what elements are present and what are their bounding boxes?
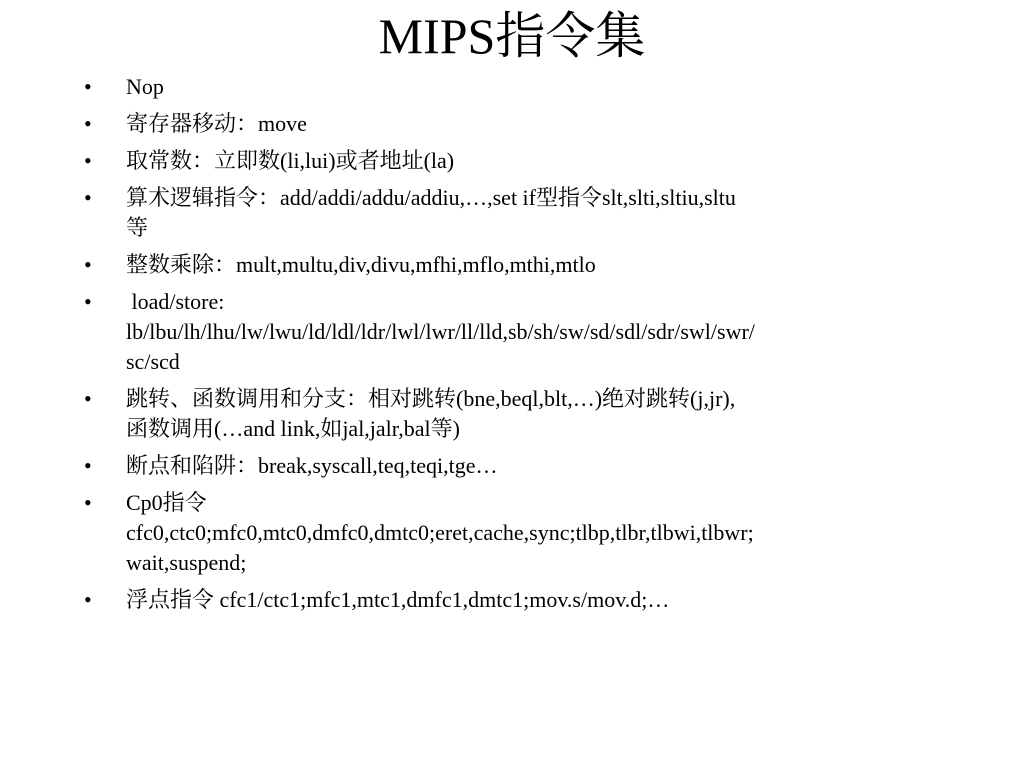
bullet-text: 浮点指令 cfc1/ctc1;mfc1,mtc1,dmfc1,dmtc1;mov.s/mov.d;…: [126, 587, 670, 612]
bullet-dot-icon: •: [84, 386, 92, 411]
bullet-item-register-move: [0, 109, 1024, 139]
bullet-text: 整数乘除：mult,multu,div,divu,mfhi,mflo,mthi,mtlo: [126, 252, 596, 277]
bullet-text: 寄存器移动：move: [126, 111, 307, 136]
bullet-dot-icon: •: [84, 289, 92, 314]
slide-title: MIPS指令集: [378, 8, 646, 64]
bullet-item-multiply-divide: [0, 250, 1024, 280]
bullet-dot-icon: •: [84, 587, 92, 612]
bullet-text: 取常数：立即数(li,lui)或者地址(la): [126, 148, 455, 173]
bullet-text: Nop: [126, 74, 164, 99]
bullet-dot-icon: •: [84, 453, 92, 478]
bullet-item-nop: [0, 72, 1024, 102]
bullet-dot-icon: •: [84, 490, 92, 515]
bullet-text: 跳转、函数调用和分支：相对跳转(bne,beql,blt,…)绝对跳转(j,jr), 函数调用(…and link,如jal,jalr,bal等): [126, 386, 736, 441]
bullet-text: Cp0指令 cfc0,ctc0;mfc0,mtc0,dmfc0,dmtc0;eret,cache,sync;tlbp,tlbr,tlbwi,tlbwr; wait,suspend;: [126, 490, 754, 575]
bullet-item-constants: [0, 146, 1024, 176]
bullet-list: [0, 72, 1024, 622]
bullet-text: 算术逻辑指令：add/addi/addu/addiu,…,set if型指令slt,slti,sltiu,sltu 等: [126, 185, 736, 240]
bullet-item-arithmetic-logic: [0, 183, 1024, 243]
bullet-text: 断点和陷阱：break,syscall,teq,teqi,tge…: [126, 453, 498, 478]
bullet-item-break-trap: [0, 451, 1024, 481]
bullet-dot-icon: •: [84, 111, 92, 136]
bullet-item-floating-point: [0, 585, 1024, 615]
bullet-item-cp0: [0, 488, 1024, 578]
bullet-text: load/store: lb/lbu/lh/lhu/lw/lwu/ld/ldl/ldr/lwl/lwr/ll/lld,sb/sh/sw/sd/sdl/sdr/swl/swr/ sc/scd: [126, 289, 755, 374]
bullet-dot-icon: •: [84, 148, 92, 173]
bullet-dot-icon: •: [84, 252, 92, 277]
bullet-dot-icon: •: [84, 74, 92, 99]
bullet-item-load-store: [0, 287, 1024, 377]
bullet-item-jump-branch: [0, 384, 1024, 444]
bullet-dot-icon: •: [84, 185, 92, 210]
